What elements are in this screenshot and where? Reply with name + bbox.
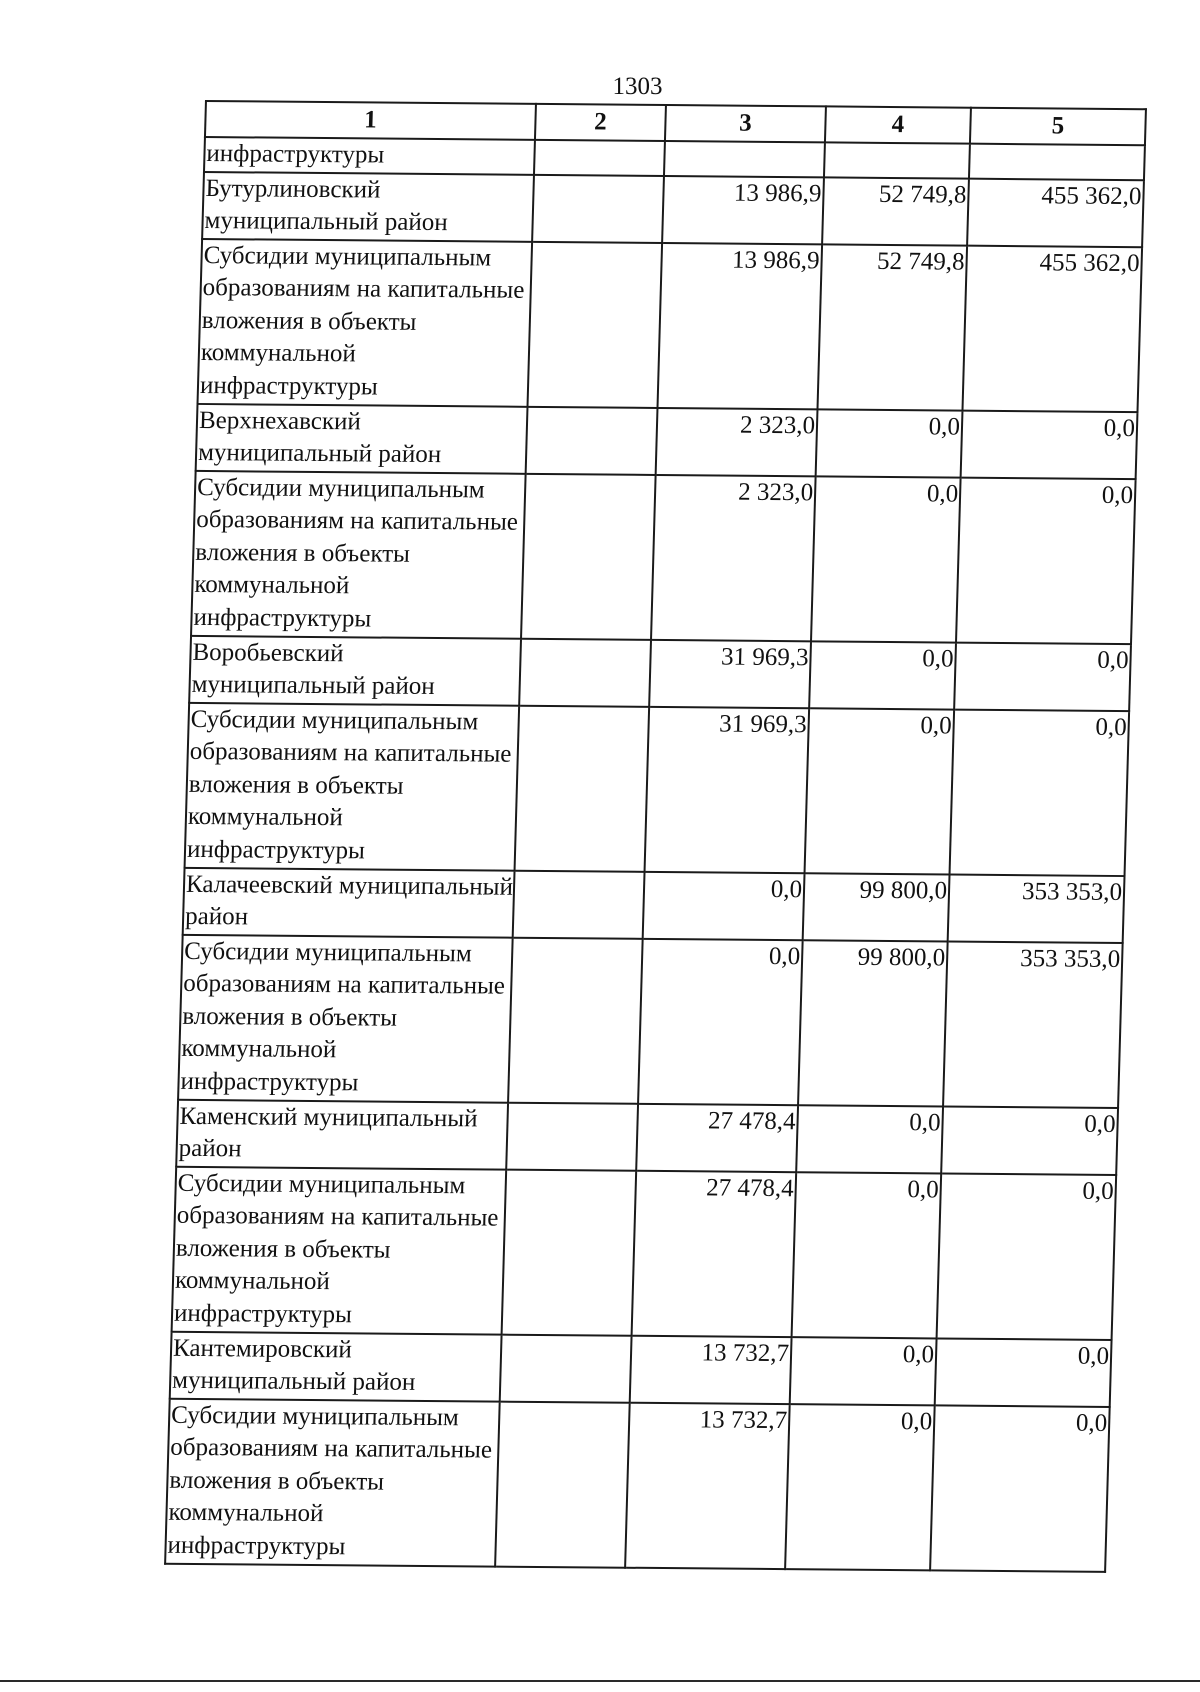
row-cell-col5: 0,0	[950, 709, 1130, 875]
row-cell-col5: 0,0	[956, 477, 1136, 643]
table-row	[165, 1398, 1110, 1571]
row-name-cell: Кантемировский муниципальный район	[170, 1331, 502, 1401]
row-cell-col5: 0,0	[937, 1173, 1117, 1339]
row-name-cell: Калачеевский муниципальный район	[183, 867, 515, 937]
row-cell-col3: 13 986,9	[658, 242, 823, 408]
row-cell-col2	[534, 140, 665, 176]
row-cell-col3: 2 323,0	[656, 407, 818, 475]
table-row	[198, 238, 1143, 411]
row-cell-col3: 13 732,7	[625, 1402, 790, 1568]
row-cell-col4: 0,0	[809, 641, 956, 709]
row-cell-col3: 13 732,7	[630, 1335, 792, 1403]
row-cell-col3: 2 323,0	[651, 474, 816, 640]
row-name-cell: инфраструктуры	[204, 137, 535, 174]
table-row	[185, 702, 1130, 875]
table-row	[176, 1099, 1118, 1174]
row-cell-col5: 0,0	[935, 1338, 1112, 1407]
row-cell-col5: 0,0	[941, 1106, 1118, 1175]
row-cell-col2	[515, 705, 650, 871]
row-cell-col4: 52 749,8	[818, 244, 968, 410]
table-row	[189, 635, 1131, 710]
row-cell-col3	[664, 141, 825, 177]
table-row	[202, 171, 1144, 246]
row-cell-col2	[526, 406, 658, 474]
row-cell-col3: 31 969,3	[649, 639, 811, 707]
row-name-cell: Бутурлиновский муниципальный район	[202, 171, 534, 241]
row-cell-col3: 0,0	[638, 938, 803, 1104]
row-cell-col4	[824, 142, 970, 178]
row-cell-col4: 52 749,8	[822, 177, 969, 245]
row-cell-col5: 455 362,0	[962, 245, 1142, 411]
row-cell-col3: 27 478,4	[632, 1170, 797, 1336]
row-cell-col5: 0,0	[930, 1405, 1110, 1571]
column-header-3: 3	[665, 105, 826, 142]
column-header-4: 4	[825, 106, 971, 143]
row-cell-col4: 99 800,0	[798, 940, 948, 1106]
page-number: 1303	[612, 73, 663, 100]
row-cell-col2	[495, 1401, 630, 1567]
table-row	[178, 934, 1123, 1107]
row-cell-col2	[502, 1169, 637, 1335]
row-name-cell: Каменский муниципальный район	[176, 1099, 508, 1169]
row-cell-col3: 31 969,3	[645, 706, 810, 872]
row-cell-col4: 99 800,0	[803, 873, 950, 941]
row-name-cell: Субсидии муниципальным образованиям на капитальные вложения в объекты коммунальной инфраструктуры	[191, 470, 526, 638]
row-name-cell: Субсидии муниципальным образованиям на капитальные вложения в объекты коммунальной инфраструктуры	[185, 702, 520, 870]
column-header-1: 1	[205, 101, 536, 140]
row-cell-col4: 0,0	[792, 1172, 942, 1338]
column-header-2: 2	[535, 104, 666, 141]
row-cell-col2	[508, 937, 643, 1103]
row-cell-col5: 455 362,0	[967, 178, 1144, 247]
row-cell-col2	[506, 1102, 638, 1170]
row-cell-col4: 0,0	[785, 1404, 935, 1570]
page-bottom-rule	[0, 1680, 1200, 1682]
table-row	[191, 470, 1136, 643]
row-cell-col4: 0,0	[796, 1105, 943, 1173]
table-row	[183, 867, 1125, 942]
row-name-cell: Субсидии муниципальным образованиям на капитальные вложения в объекты коммунальной инфраструктуры	[178, 934, 513, 1102]
budget-table	[164, 100, 1147, 1572]
table-row	[170, 1331, 1112, 1406]
row-cell-col2	[519, 638, 651, 706]
row-cell-col5: 353 353,0	[943, 941, 1123, 1107]
row-cell-col5: 353 353,0	[948, 874, 1125, 943]
row-cell-col2	[532, 174, 664, 242]
row-name-cell: Субсидии муниципальным образованиям на капитальные вложения в объекты коммунальной инфраструктуры	[165, 1398, 500, 1566]
row-cell-col3: 13 986,9	[662, 176, 824, 244]
row-name-cell: Субсидии муниципальным образованиям на капитальные вложения в объекты коммунальной инфраструктуры	[172, 1166, 507, 1334]
row-cell-col2	[513, 870, 645, 938]
row-cell-col2	[521, 473, 656, 639]
table-body	[165, 137, 1145, 1571]
row-cell-col4: 0,0	[805, 708, 955, 874]
row-cell-col3: 0,0	[643, 871, 805, 939]
column-header-5: 5	[970, 108, 1146, 146]
table-row	[172, 1166, 1117, 1339]
row-cell-col3: 27 478,4	[636, 1103, 798, 1171]
row-cell-col4: 0,0	[811, 476, 961, 642]
table-row	[196, 403, 1138, 478]
row-cell-col4: 0,0	[816, 409, 963, 477]
row-cell-col2	[528, 241, 663, 407]
budget-table-container	[164, 100, 1145, 1572]
row-name-cell: Верхнехавский муниципальный район	[196, 403, 528, 473]
row-cell-col5: 0,0	[954, 642, 1131, 711]
row-name-cell: Воробьевский муниципальный район	[189, 635, 521, 705]
row-cell-col5	[969, 144, 1145, 180]
row-cell-col4: 0,0	[790, 1337, 937, 1405]
row-cell-col2	[500, 1334, 632, 1402]
row-name-cell: Субсидии муниципальным образованиям на капитальные вложения в объекты коммунальной инфраструктуры	[198, 238, 533, 406]
row-cell-col5: 0,0	[961, 410, 1138, 479]
